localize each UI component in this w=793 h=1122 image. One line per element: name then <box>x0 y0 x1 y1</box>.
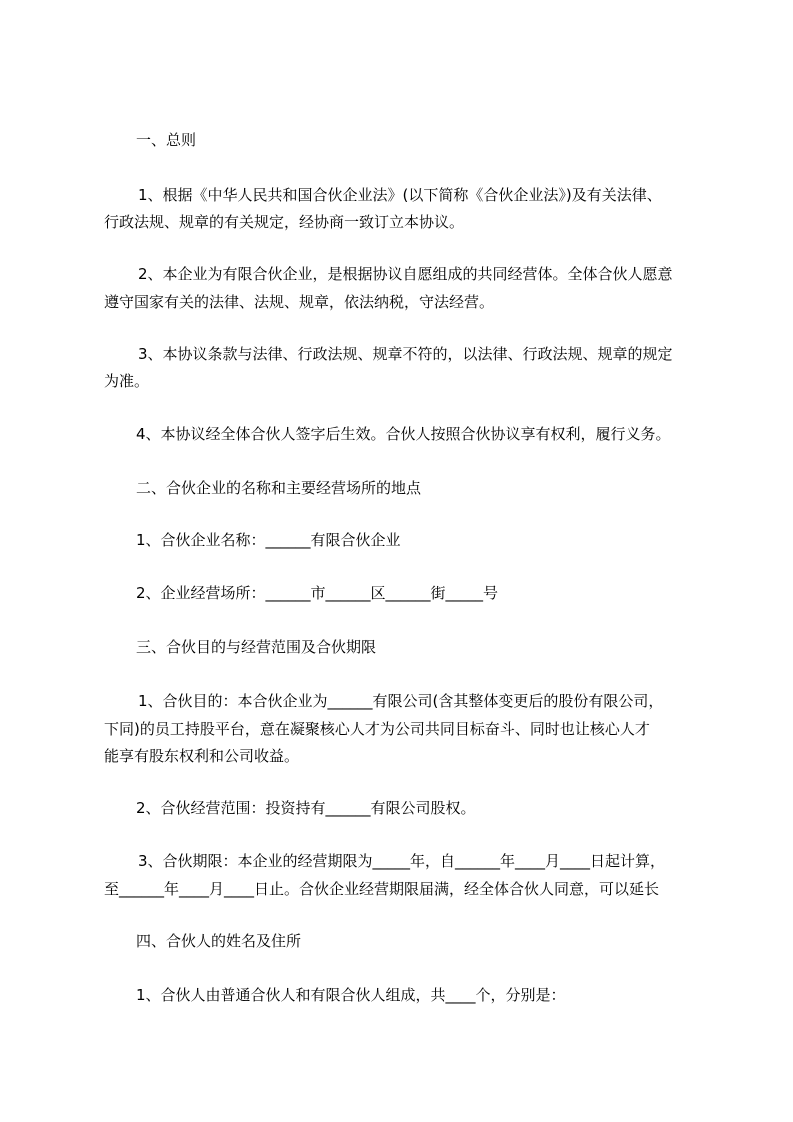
paragraph-line: 1、合伙人由普通合伙人和有限合伙人组成，共____个，分别是： <box>136 986 566 1004</box>
paragraph-line: 为准。 <box>104 372 150 390</box>
section-heading: 二、合伙企业的名称和主要经营场所的地点 <box>136 479 422 497</box>
paragraph-line: 2、合伙经营范围：投资持有______有限公司股权。 <box>136 799 476 817</box>
paragraph-line: 1、合伙目的：本合伙企业为______有限公司(含其整体变更后的股份有限公司， <box>138 692 664 710</box>
paragraph-line: 下同)的员工持股平台，意在凝聚核心人才为公司共同目标奋斗、同时也让核心人才 <box>104 720 650 738</box>
paragraph-line: 3、本协议条款与法律、行政法规、规章不符的，以法律、行政法规、规章的规定 <box>138 345 673 363</box>
paragraph-line: 行政法规、规章的有关规定，经协商一致订立本协议。 <box>104 213 465 231</box>
paragraph-line: 1、合伙企业名称：______有限合伙企业 <box>136 531 401 549</box>
paragraph-line: 1、根据《中华人民共和国合伙企业法》(以下简称《合伙企业法》)及有关法律、 <box>138 186 662 204</box>
section-heading: 一、总则 <box>136 131 197 149</box>
paragraph-line: 遵守国家有关的法律、法规、规章，依法纳税，守法经营。 <box>104 293 495 311</box>
paragraph-line: 4、本协议经全体合伙人签字后生效。合伙人按照合伙协议享有权利，履行义务。 <box>136 425 671 443</box>
paragraph-line: 能享有股东权利和公司收益。 <box>104 747 300 765</box>
paragraph-line: 至______年____月____日止。合伙企业经营期限届满，经全体合伙人同意，可以延长 <box>104 880 660 898</box>
section-heading: 四、合伙人的姓名及住所 <box>136 932 302 950</box>
paragraph-line: 2、企业经营场所：______市______区______街_____号 <box>136 584 499 602</box>
paragraph-line: 2、本企业为有限合伙企业，是根据协议自愿组成的共同经营体。全体合伙人愿意 <box>138 265 673 283</box>
section-heading: 三、合伙目的与经营范围及合伙期限 <box>136 638 377 656</box>
paragraph-line: 3、合伙期限：本企业的经营期限为_____年，自______年____月____日起计算， <box>138 852 666 870</box>
